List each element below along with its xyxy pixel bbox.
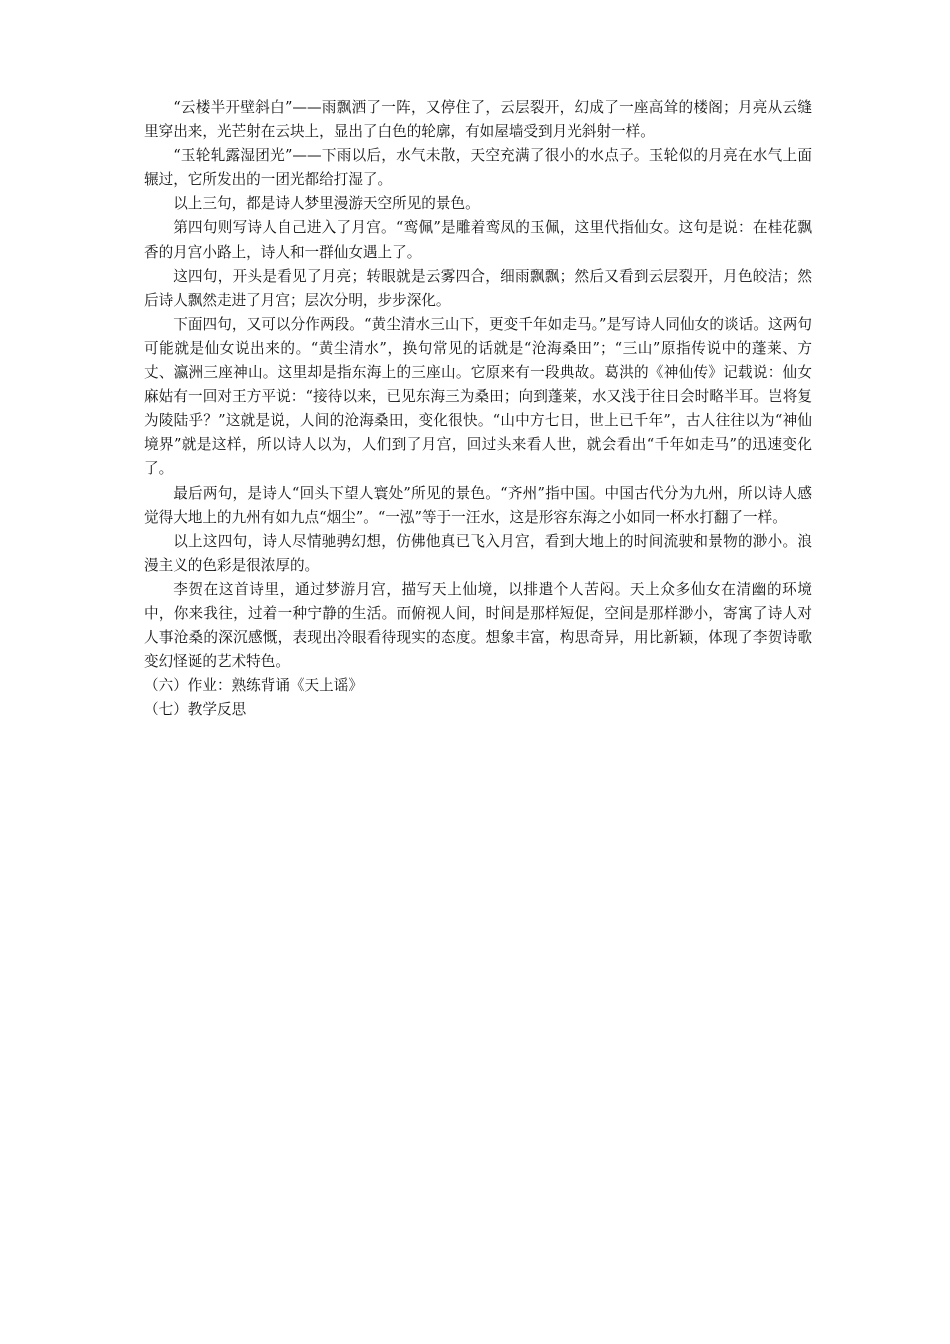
- homework-heading: （六）作业：熟练背诵《天上谣》: [144, 677, 363, 695]
- paragraph-romanticism: 以上这四句，诗人尽情驰骋幻想，仿佛他真已飞入月宫，看到大地上的时间流驶和景物的渺小。浪漫主义的色彩是很浓厚的。: [144, 532, 812, 574]
- paragraph-fourth-line: 第四句则写诗人自己进入了月宫。“鸾佩”是雕着鸾凤的玉佩，这里代指仙女。这句是说：在桂花飘香的月宫小路上，诗人和一群仙女遇上了。: [144, 219, 812, 261]
- document-body: [144, 96, 812, 722]
- paragraph-next-four-lines: 下面四句，又可以分作两段。“黄尘清水三山下，更变千年如走马。”是写诗人同仙女的谈话。这两句可能就是仙女说出来的。“黄尘清水”，换句常见的话就是“沧海桑田”；“三山”原指传说中的蓬莱、方丈、瀛洲三座神山。这里却是指东海上的三座山。它原来有一段典故。葛洪的《神仙传》记载说：仙女麻姑有一回对王方平说：“接待以来，已见东海三为桑田；向到蓬莱，水又浅于往日会时略半耳。岂将复为陵陆乎？”这就是说，人间的沧海桑田，变化很快。“山中方七日，世上已千年”，古人往往以为“神仙境界”就是这样，所以诗人以为，人们到了月宫，回过头来看人世，就会看出“千年如走马”的迅速变化了。: [144, 315, 812, 478]
- paragraph-jade-wheel: “玉轮轧露湿团光”——下雨以后，水气未散，天空充满了很小的水点子。玉轮似的月亮在水气上面辗过，它所发出的一团光都给打湿了。: [144, 147, 812, 189]
- reflection-heading: （七）教学反思: [144, 701, 247, 719]
- paragraph-conclusion: 李贺在这首诗里，通过梦游月宫，描写天上仙境，以排遣个人苦闷。天上众多仙女在清幽的环境中，你来我往，过着一种宁静的生活。而俯视人间，时间是那样短促，空间是那样渺小，寄寓了诗人对人事沧桑的深沉感慨，表现出冷眼看待现实的态度。想象丰富，构思奇异，用比新颖，体现了李贺诗歌变幻怪诞的艺术特色。: [144, 580, 812, 671]
- paragraph-four-lines-summary: 这四句，开头是看见了月亮；转眼就是云雾四合，细雨飘飘；然后又看到云层裂开，月色皎洁；然后诗人飘然走进了月宫；层次分明，步步深化。: [144, 267, 812, 309]
- paragraph-cloud-tower: “云楼半开壁斜白”——雨飘洒了一阵，又停住了，云层裂开，幻成了一座高耸的楼阁；月亮从云缝里穿出来，光芒射在云块上，显出了白色的轮廓，有如屋墙受到月光斜射一样。: [144, 99, 812, 141]
- paragraph-first-three-lines: 以上三句，都是诗人梦里漫游天空所见的景色。: [173, 195, 480, 213]
- paragraph-last-two-lines: 最后两句，是诗人“回头下望人寰处”所见的景色。“齐州”指中国。中国古代分为九州，所以诗人感觉得大地上的九州有如九点“烟尘”。“一泓”等于一汪水，这是形容东海之小如同一杯水打翻了一样。: [144, 484, 812, 526]
